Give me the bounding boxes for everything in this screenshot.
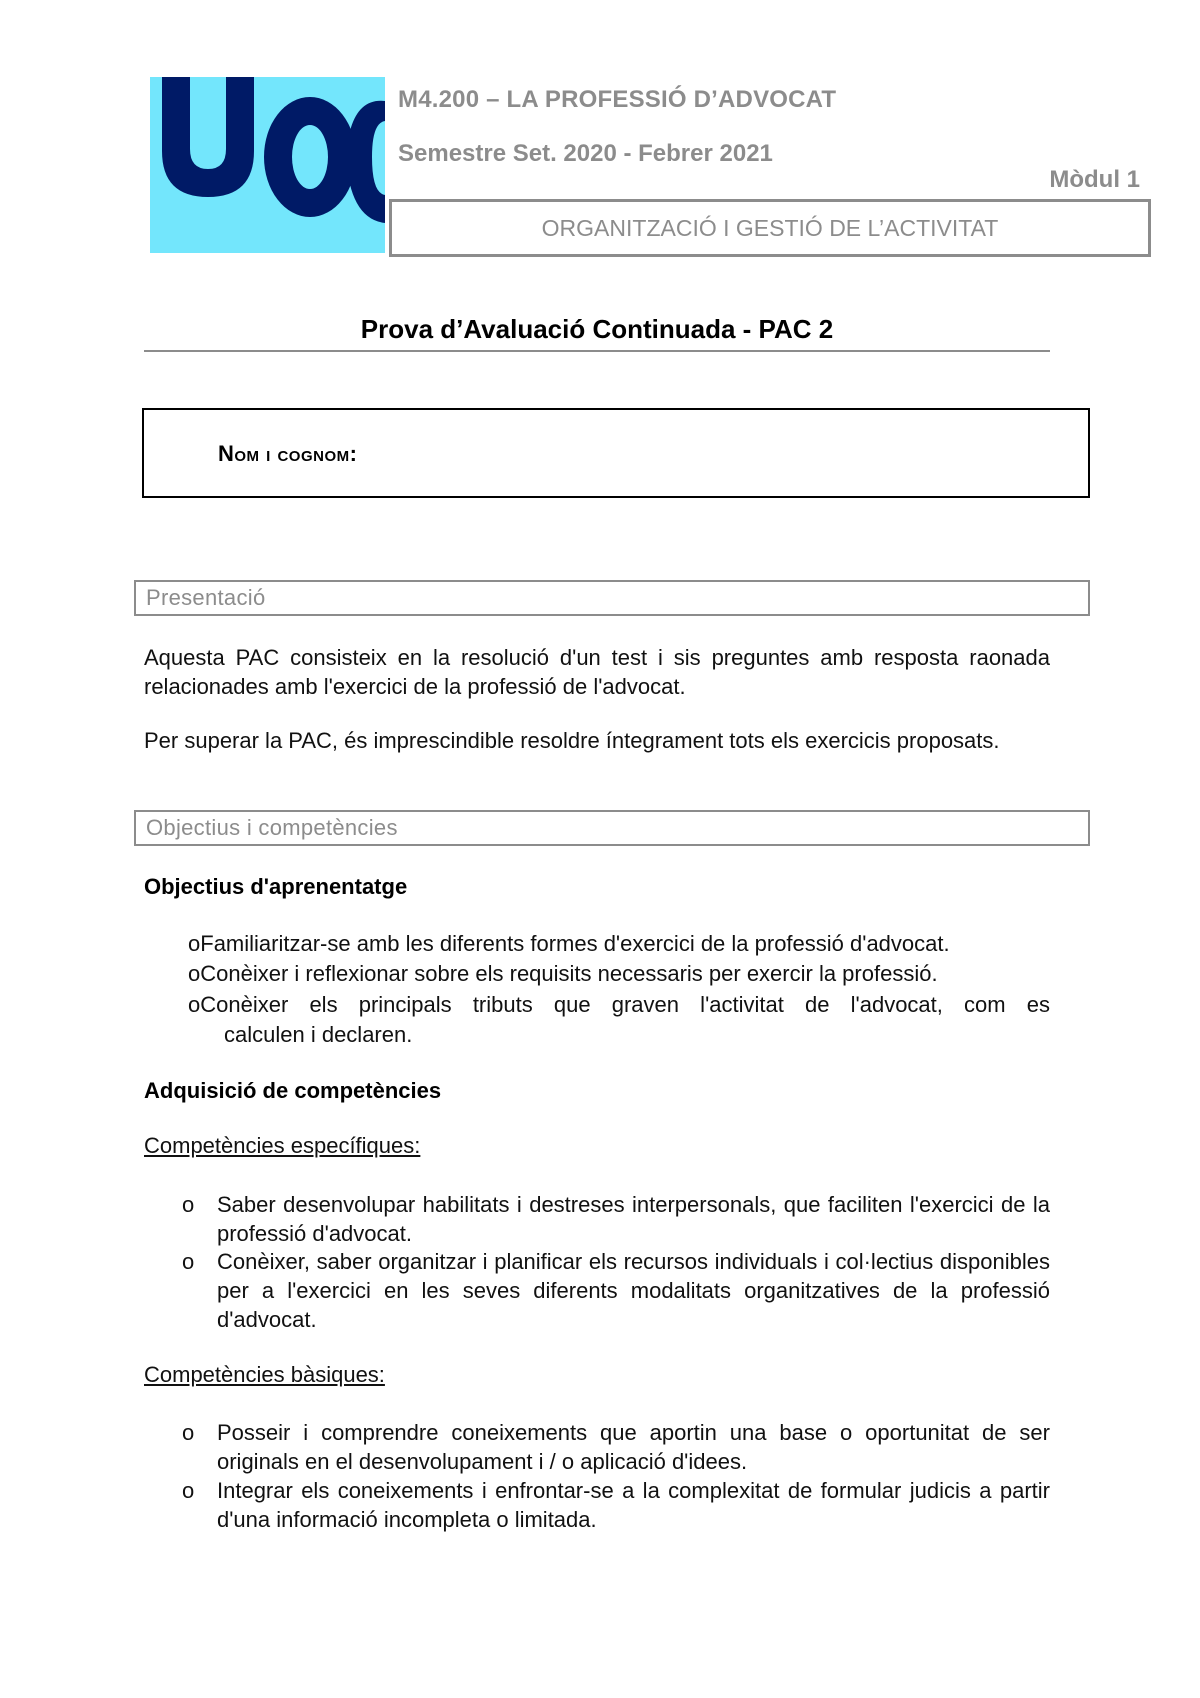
bullet-marker: o <box>182 1249 195 1274</box>
title-divider <box>144 350 1050 352</box>
learning-objectives-heading: Objectius d'aprenentatge <box>144 874 408 899</box>
specific-competencies-heading: Competències específiques: <box>144 1133 421 1158</box>
bullet-marker: o <box>182 1192 195 1217</box>
list-item-text: Integrar els coneixements i enfrontar-se a la complexitat de formular judicis a partir d'una informació incompleta o limitada. <box>217 1478 1050 1532</box>
course-title: M4.200 – LA PROFESSIÓ D’ADVOCAT <box>398 86 837 113</box>
module-label: Mòdul 1 <box>1049 166 1140 193</box>
bullet-marker: o <box>182 1420 195 1445</box>
section-heading-objectius: Objectius i competències <box>134 810 1090 846</box>
presentacio-paragraph-1: Aquesta PAC consisteix en la resolució d'un test i sis preguntes amb resposta raonada relacionades amb l'exercici de la professió de l'advocat. <box>144 645 1050 699</box>
competencies-heading: Adquisició de competències <box>144 1078 442 1103</box>
list-item-text: Conèixer, saber organitzar i planificar els recursos individuals i col·lectius disponibles per a l'exercici en les seves diferents modalitats organitzatives de la professió d'advocat. <box>217 1249 1050 1332</box>
list-item <box>182 1476 1050 1534</box>
list-item <box>188 990 1050 1020</box>
list-item-text: Posseir i comprendre coneixements que aportin una base o oportunitat de ser originals en el desenvolupament i / o aplicació d'idees. <box>217 1420 1050 1474</box>
list-item <box>182 1190 1050 1248</box>
list-item <box>182 1247 1050 1334</box>
section-heading-presentacio: Presentació <box>134 580 1090 616</box>
list-item-continuation: calculen i declaren. <box>224 1022 413 1047</box>
name-field-label: Nom i cognom: <box>218 441 358 466</box>
uoc-logo <box>150 77 385 253</box>
bullet-marker: o <box>182 1478 195 1503</box>
list-item <box>188 959 1050 989</box>
bullet-marker: o <box>188 992 201 1017</box>
presentacio-paragraph-2: Per superar la PAC, és imprescindible resoldre íntegrament tots els exercicis proposats. <box>144 728 1000 753</box>
bullet-marker: o <box>188 931 201 956</box>
basic-competencies-heading: Competències bàsiques: <box>144 1362 385 1387</box>
module-title-box <box>389 199 1151 257</box>
list-item-text: Saber desenvolupar habilitats i destreses interpersonals, que faciliten l'exercici de la professió d'advocat. <box>217 1192 1050 1246</box>
list-item <box>182 1418 1050 1476</box>
list-item <box>188 929 1050 959</box>
bullet-marker: o <box>188 961 201 986</box>
uoc-logo-image <box>150 77 385 253</box>
list-item-text: Familiaritzar-se amb les diferents formes d'exercici de la professió d'advocat. <box>200 931 950 956</box>
list-item-text: Conèixer i reflexionar sobre els requisits necessaris per exercir la professió. <box>200 961 938 986</box>
list-item-text: Conèixer els principals tributs que graven l'activitat de l'advocat, com es <box>200 992 1050 1017</box>
module-title: ORGANITZACIÓ I GESTIÓ DE L’ACTIVITAT <box>541 214 999 241</box>
semester-label: Semestre Set. 2020 - Febrer 2021 <box>398 140 773 167</box>
page-title: Prova d’Avaluació Continuada - PAC 2 <box>360 314 834 344</box>
